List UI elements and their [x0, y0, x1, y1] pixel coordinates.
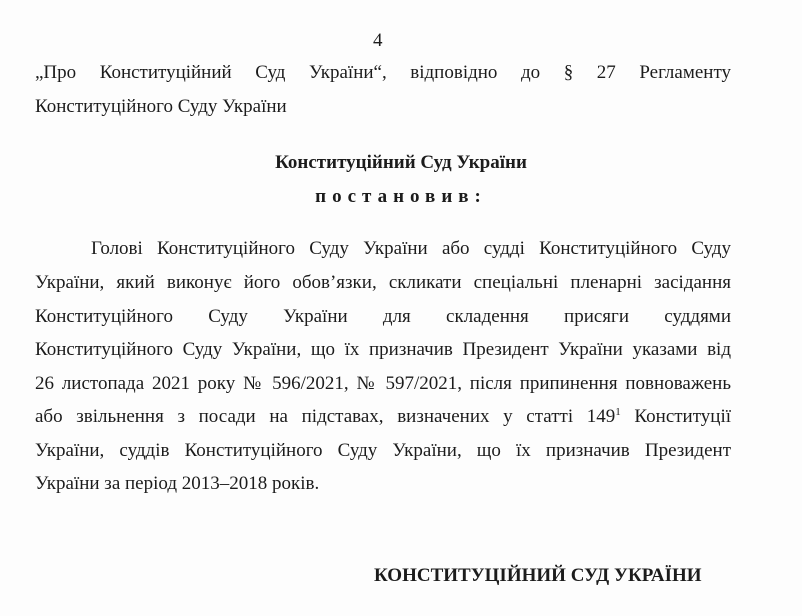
signature-court: КОНСТИТУЦІЙНИЙ СУД УКРАЇНИ	[374, 565, 702, 586]
body-line-7: України, суддів Конституційного Суду України, що їх призначив Президент	[35, 440, 731, 461]
body-line-5: 26 листопада 2021 року № 596/2021, № 597/2021, після припинення повноважень	[35, 373, 731, 394]
intro-line-2: Конституційного Суду України	[35, 96, 287, 117]
body-line-3: Конституційного Суду України для складення присяги суддями	[35, 306, 731, 327]
intro-line-1: „Про Конституційний Суд України“, відповідно до § 27 Регламенту	[35, 62, 731, 83]
body-line-1: Голові Конституційного Суду України або судді Конституційного Суду	[91, 238, 731, 259]
body-line-8: України за період 2013–2018 років.	[35, 473, 320, 494]
body-line-2: України, який виконує його обов’язки, скликати спеціальні пленарні засідання	[35, 272, 731, 293]
body-line-6	[35, 406, 731, 428]
body-line-6-end: Конституції	[620, 406, 731, 427]
article-superscript: 1	[615, 406, 621, 418]
body-line-6-main: або звільнення з посади на підставах, визначених у статті 149	[35, 406, 616, 427]
page-number: 4	[373, 30, 383, 51]
resolved-heading: постановив:	[315, 186, 487, 207]
court-heading: Конституційний Суд України	[275, 152, 527, 173]
body-line-4: Конституційного Суду України, що їх призначив Президент України указами від	[35, 339, 731, 360]
